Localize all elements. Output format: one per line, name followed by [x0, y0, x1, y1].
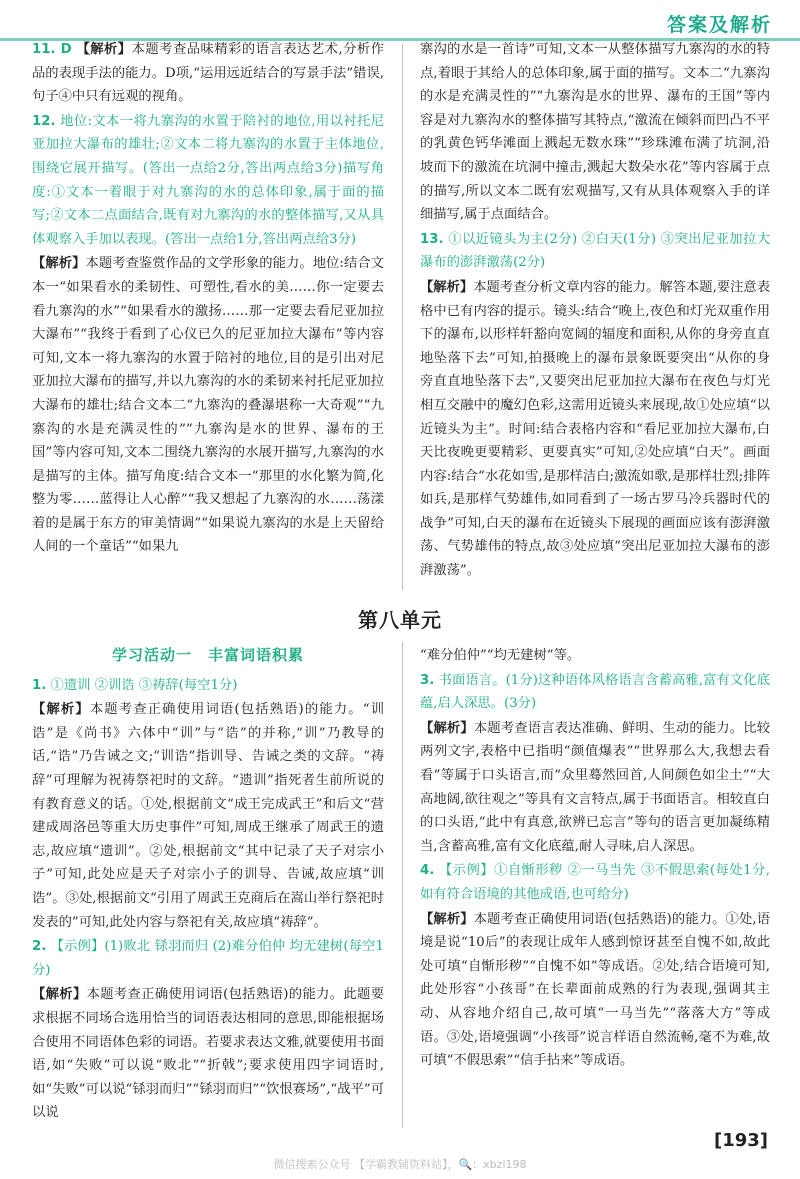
top-right-column: [420, 38, 770, 584]
q3-analysis-text: 本题考查语言表达准确、鲜明、生动的能力。比较两列文字,表格中已指明“颜值爆表”“世界那么大,我想去看看”等属于口头语言,而“众里蓦然回首,人间颜色如尘土”“大高地阔,欲往观之”等具有文言特点,属于书面语言。相较直白的口头语,“此中有真意,欲辨已忘言”等句的语言更加凝练精当,含蓄高雅,富有文化底蕴,耐人寻味,启人深思。: [420, 720, 771, 854]
column-divider-bottom: [402, 642, 403, 1128]
q12-number: 12.: [32, 113, 56, 129]
q2-analysis-text: 本题考查正确使用词语(包括熟语)的能力。此题要求根据不同场合选用恰当的词语表达相同的意思,即能根据场合使用不同语体色彩的词语。若要求表达文雅,就要使用书面语,如“失败”可以说“败北”“折戟”;要求使用四字词语时,如“失败”可以说“铩羽而归”“铩羽而归”“饮恨赛场”,“战平”可以说: [32, 987, 385, 1121]
q2-answer-text: 【示例】(1)败北 铩羽而归 (2)难分伯仲 均无建树(每空1分): [32, 939, 384, 978]
q3-tag: 【解析】: [420, 720, 474, 736]
q3-answer: [420, 669, 770, 716]
q11: [32, 38, 384, 109]
q13-number: 13.: [420, 231, 444, 247]
q4-analysis-text: 本题考查正确使用词语(包括熟语)的能力。①处,语境是说“10后”的表现让成年人感到惊讶甚至自愧不如,故此处可填“自惭形秽”“自愧不如”等成语。②处,结合语境可知,此处形容“小孩哥”在长辈面前成熟的行为表现,强调其主动、从容地介绍自己,故可填“一马当先”“落落大方”等成语。③处,语境强调“小孩哥”说言样语自然流畅,毫不为难,故可填“不假思索”“信手拈来”等成语。: [420, 911, 771, 1069]
footer-watermark: 微信搜索公众号 【学霸教辅资料站】，🔍：xbzl198: [273, 1158, 527, 1171]
column-divider-top: [402, 44, 403, 590]
q11-text: 本题考查品味精彩的语言表达艺术,分析作品的表现手法的能力。D项,“运用远近结合的写景手法”错误,句子④中只有远观的视角。: [32, 42, 384, 105]
q2-analysis: [32, 983, 384, 1125]
q13-analysis-text: 本题考查分析文章内容的能力。解答本题,要注意表格中已有内容的提示。镜头:结合“晚上,夜色和灯光双重作用下的瀑布,以形样轩豁向宽阔的辐度和面积,从你的身旁直直地坠落下去”可知,拍摄晚上的瀑布景象既要突出“从你的身旁直直地坠落下去”,又要突出尼亚加拉大瀑布在夜色与灯光相互交融中的魔幻色彩,这需用近镜头来展现,故①处应填“以近镜头为主”。时间:结合表格内容和“看尼亚加拉大瀑布,白天比夜晚更要精彩、更要真实”可知,②处应填“白天”。画面内容:结合“水花如雪,是那样洁白;激流如歌,是那样壮烈;排阵如兵,是那样气势雄伟,如同看到了一场古罗马冷兵器时代的战争”可知,白天的瀑布在近镜头下展现的画面应该有澎湃激荡、气势雄伟的特点,故③处应填“突出尼亚加拉大瀑布的澎湃激荡”。: [420, 279, 771, 579]
q2-answer: [32, 935, 384, 982]
bottom-left-column: [32, 644, 384, 1126]
page-number: [193]: [713, 1130, 768, 1151]
q13-answer: [420, 228, 770, 275]
activity-title: 学习活动一 丰富词语积累: [111, 646, 304, 664]
q4-tag: 【解析】: [420, 911, 474, 927]
unit-title: 第八单元: [358, 608, 442, 632]
q13-answer-text: ①以近镜头为主(2分) ②白天(1分) ③突出尼亚加拉大瀑布的澎湃激荡(2分): [420, 231, 770, 271]
header-title: 答案及解析: [666, 14, 772, 36]
q12-continued: 寨沟的水是一首诗”可知,文本一从整体描写九寨沟的水的特点,着眼于其给人的总体印象,属于面的描写。文本二“九寨沟的水是充满灵性的”“九寨沟是水的世界、瀑布的王国”等内容是对九寨沟水的整体描写其特点,“激流在倾斜而凹凸不平的乳黄色钙华滩面上溅起无数水珠”“珍珠滩布满了坑洞,沿坡而下的激流在坑洞中撞击,溅起大数朵水花”等内容属于点的描写,所以文本二既有宏观描写,又有从具体观察入手的详细描写,属于点面结合。: [420, 42, 770, 223]
q11-tag: 【解析】: [76, 42, 132, 57]
q4-analysis: [420, 908, 770, 1073]
q12-answer: [32, 110, 384, 252]
bottom-right-column: [420, 644, 770, 1074]
q12-analysis: [32, 252, 384, 559]
q13-tag: 【解析】: [420, 279, 474, 295]
q1-answer: [32, 674, 384, 698]
page-number-value: 193: [722, 1130, 760, 1151]
q1-answer-text: ①遗训 ②训诰 ③祷辞(每空1分): [50, 677, 238, 693]
q12-analysis-text: 本题考查鉴赏作品的文学形象的能力。地位:结合文本一“如果看水的柔韧性、可塑性,看水的美……你一定要去看九寨沟的水”“如果看水的激扬……那一定要去看尼亚加拉大瀑布”“我终于看到了心仪已久的尼亚加拉大瀑布”等内容可知,文本一将九寨沟的水置于陪衬的地位,目的是引出对尼亚加拉大瀑布的描写,并以九寨沟的水的柔韧来衬托尼亚加拉大瀑布的雄壮;结合文本二“九寨沟的叠瀑堪称一大奇观”“九寨沟的水是充满灵性的”“九寨沟是水的世界、瀑布的王国”等内容可知,文本二围绕九寨沟的水展开描写,九寨沟的水是描写的主体。描写角度:结合文本一“那里的水化繁为简,化整为零……蓝得让人心醉”“我又想起了九寨沟的水……荡漾着的是属于东方的审美情调”“如果说九寨沟的水是上天留给人间的一个童话”“如果九: [32, 256, 384, 555]
q1-analysis: [32, 698, 384, 934]
q3-number: 3.: [420, 672, 435, 688]
q1-number: 1.: [32, 677, 47, 693]
q2-continued: “难分伯仲”“均无建树”等。: [420, 648, 581, 663]
q2-number: 2.: [32, 939, 47, 955]
q3-answer-text: 书面语言。(1分)这种语体风格语言含蓄高雅,富有文化底蕴,启人深思。(3分): [420, 672, 770, 712]
q1-analysis-text: 本题考查正确使用词语(包括熟语)的能力。“训诰”是《尚书》六体中“训”与“诰”的并称,“训”乃教导的话,“诰”乃告诫之文;“训诰”指训导、告诫之类的文辞。“祷辞”可理解为祝祷祭祀时的文辞。“遗训”指死者生前所说的有教育意义的话。①处,根据前文“成王完成武王”和后文“营建成周洛邑等重大历史事件”可知,周成王继承了周武王的遗志,故应填“遗训”。②处,根据前文“其中记录了天子对宗小子”可知,此处应是天子对宗小子的训导、告诫,故应填“训诰”。③处,根据前文“引用了周武王克商后在嵩山举行祭祀时发表的”可知,此处内容与祭祀有关,故应填“祷辞”。: [32, 702, 384, 930]
q12-answer-text: 地位:文本一将九寨沟的水置于陪衬的地位,用以衬托尼亚加拉大瀑布的雄壮;②文本二将九寨沟的水置于主体地位,围绕它展开描写。(答出一点给2分,答出两点给3分)描写角度:①文本一着眼于对九寨沟的水的总体印象,属于面的描写;②文本二点面结合,既有对九寨沟的水的整体描写,又从具体观察入手加以表现。(答出一点给1分,答出两点给3分): [32, 113, 384, 247]
q12-tag: 【解析】: [32, 256, 86, 272]
q1-tag: 【解析】: [32, 702, 90, 718]
q4-answer: [420, 859, 770, 906]
q2-tag: 【解析】: [32, 987, 87, 1003]
q13-analysis: [420, 276, 770, 583]
q11-number: 11. D: [32, 42, 72, 57]
q3-analysis: [420, 717, 770, 859]
top-left-column: [32, 38, 384, 560]
q4-answer-text: 【示例】①自惭形秽 ②一马当先 ③不假思索(每处1分,如有符合语境的其他成语,也可给分): [420, 863, 771, 902]
q4-number: 4.: [420, 863, 435, 879]
